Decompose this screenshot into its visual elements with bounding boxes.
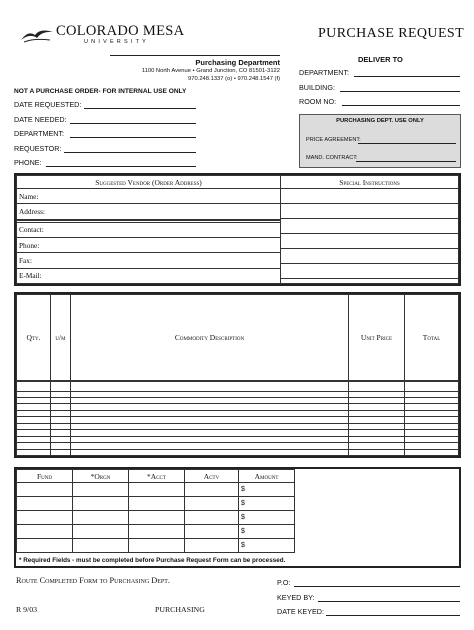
account-row[interactable]	[17, 525, 459, 539]
account-row[interactable]	[17, 511, 459, 525]
department-input[interactable]	[70, 137, 196, 138]
um-cell[interactable]	[51, 381, 71, 391]
field-label: DATE NEEDED:	[14, 115, 67, 124]
unit-price-cell[interactable]	[349, 381, 405, 391]
acct-header: *Acct	[129, 470, 185, 483]
total-cell[interactable]	[405, 449, 459, 455]
required-fields-note: * Required Fields - must be completed before Purchase Request Form can be processed.	[19, 557, 286, 564]
date-keyed-input[interactable]	[326, 615, 460, 616]
actv-cell[interactable]	[185, 511, 239, 525]
item-row[interactable]	[17, 381, 459, 391]
um-cell[interactable]	[51, 449, 71, 455]
field-label: DATE KEYED:	[277, 607, 324, 616]
mountain-logo-icon	[20, 26, 54, 44]
acct-cell[interactable]	[129, 483, 185, 497]
total-header: Total	[405, 295, 459, 382]
fund-cell[interactable]	[17, 497, 73, 511]
vendor-phone-input[interactable]	[71, 237, 281, 252]
actv-cell[interactable]	[185, 497, 239, 511]
account-row[interactable]	[17, 497, 459, 511]
currency-symbol: $	[241, 514, 245, 521]
currency-symbol: $	[241, 486, 245, 493]
vendor-fax-label: Fax:	[17, 253, 71, 268]
account-spacer	[295, 539, 459, 553]
date-needed-input[interactable]	[70, 123, 196, 124]
currency-symbol: $	[241, 528, 245, 535]
field-label: DEPARTMENT:	[14, 129, 65, 138]
actv-cell[interactable]	[185, 483, 239, 497]
orgn-cell[interactable]	[73, 539, 129, 553]
mand-contract-label: MAND. CONTRACT:	[306, 155, 358, 161]
account-row[interactable]	[17, 483, 459, 497]
vendor-email-label: E-Mail:	[17, 268, 71, 283]
orgn-cell[interactable]	[73, 483, 129, 497]
vendor-fax-input[interactable]	[71, 253, 281, 268]
vendor-email-input[interactable]	[71, 268, 281, 283]
vendor-phone-label: Phone:	[17, 237, 71, 252]
requestor-input[interactable]	[64, 152, 196, 153]
field-label: BUILDING:	[299, 83, 335, 92]
university-logo	[20, 22, 190, 48]
date-requested-input[interactable]	[84, 108, 196, 109]
form-title: PURCHASE REQUEST	[318, 26, 465, 41]
account-row[interactable]	[17, 539, 459, 553]
actv-header: Actv	[185, 470, 239, 483]
amount-header: Amount	[239, 470, 295, 483]
total-cell[interactable]	[405, 381, 459, 391]
actv-cell[interactable]	[185, 525, 239, 539]
vendor-heading: Suggested Vendor (Order Address)	[17, 176, 281, 189]
description-cell[interactable]	[71, 449, 349, 455]
currency-symbol: $	[241, 542, 245, 549]
mand-contract-input[interactable]	[356, 161, 456, 162]
field-label: REQUESTOR:	[14, 144, 62, 153]
special-instructions-heading: Special Instructions	[281, 176, 459, 189]
vendor-name-label: Name:	[17, 189, 71, 204]
fund-cell[interactable]	[17, 511, 73, 525]
accounts-blank-header	[295, 470, 459, 483]
field-label: PHONE:	[14, 158, 42, 167]
fund-cell[interactable]	[17, 483, 73, 497]
description-cell[interactable]	[71, 381, 349, 391]
amount-cell[interactable]	[239, 525, 295, 539]
acct-cell[interactable]	[129, 511, 185, 525]
field-label: KEYED BY:	[277, 593, 315, 602]
qty-header: Qty.	[17, 295, 51, 382]
price-agreement-label: PRICE AGREEMENT:	[306, 137, 361, 143]
unit-price-cell[interactable]	[349, 449, 405, 455]
special-instructions-area[interactable]	[281, 189, 459, 284]
po-input[interactable]	[294, 586, 460, 587]
field-label: P.O:	[277, 578, 291, 587]
purchasing-use-title: PURCHASING DEPT. USE ONLY	[336, 118, 424, 124]
dept-phone: 970.248.1337 (o) • 970.248.1547 (f)	[188, 76, 280, 82]
deliver-building-input[interactable]	[340, 91, 460, 92]
items-section	[14, 292, 461, 458]
unit-price-header: Unit Price	[349, 295, 405, 382]
dept-name: Purchasing Department	[195, 58, 280, 67]
vendor-contact-label: Contact:	[17, 222, 71, 237]
fund-cell[interactable]	[17, 539, 73, 553]
purchasing-label: PURCHASING	[155, 605, 205, 614]
orgn-cell[interactable]	[73, 497, 129, 511]
amount-cell[interactable]	[239, 511, 295, 525]
actv-cell[interactable]	[185, 539, 239, 553]
amount-cell[interactable]	[239, 539, 295, 553]
acct-cell[interactable]	[129, 539, 185, 553]
acct-cell[interactable]	[129, 497, 185, 511]
vendor-table	[16, 175, 459, 284]
accounts-table	[16, 469, 459, 553]
field-label: DATE REQUESTED:	[14, 100, 82, 109]
orgn-header: *Orgn	[73, 470, 129, 483]
qty-cell[interactable]	[17, 381, 51, 391]
deliver-room-input[interactable]	[342, 105, 460, 106]
phone-input[interactable]	[46, 166, 196, 167]
deliver-to-title: DELIVER TO	[358, 55, 403, 64]
field-label: DEPARTMENT:	[299, 68, 350, 77]
route-instruction: Route Completed Form to Purchasing Dept.	[16, 576, 170, 585]
amount-cell[interactable]	[239, 483, 295, 497]
account-spacer	[295, 483, 459, 497]
account-spacer	[295, 497, 459, 511]
qty-cell[interactable]	[17, 449, 51, 455]
item-row[interactable]	[17, 449, 459, 455]
vendor-name-input[interactable]	[71, 189, 281, 204]
internal-use-notice: NOT A PURCHASE ORDER- FOR INTERNAL USE ONLY	[14, 88, 187, 95]
orgn-cell[interactable]	[73, 511, 129, 525]
purchasing-use-box	[299, 114, 461, 168]
account-spacer	[295, 511, 459, 525]
acct-cell[interactable]	[129, 525, 185, 539]
vendor-section	[14, 173, 461, 286]
field-label: ROOM NO:	[299, 97, 337, 106]
items-table	[16, 294, 459, 456]
vendor-address-label: Address:	[17, 204, 71, 219]
fund-header: Fund	[17, 470, 73, 483]
orgn-cell[interactable]	[73, 525, 129, 539]
accounts-section	[14, 467, 461, 568]
price-agreement-input[interactable]	[358, 143, 456, 144]
um-header: u/m	[51, 295, 71, 382]
description-header: Commodity Description	[71, 295, 349, 382]
logo-name: COLORADO MESA	[56, 23, 185, 39]
fund-cell[interactable]	[17, 525, 73, 539]
logo-subtitle: UNIVERSITY	[84, 39, 150, 45]
revision-code: R 9/03	[16, 605, 38, 614]
deliver-department-input[interactable]	[354, 76, 460, 77]
vendor-contact-input[interactable]	[71, 222, 281, 237]
amount-cell[interactable]	[239, 497, 295, 511]
vendor-address-input[interactable]	[71, 204, 281, 219]
currency-symbol: $	[241, 500, 245, 507]
keyed-by-input[interactable]	[318, 601, 460, 602]
dept-address: 1100 North Avenue • Grand Junction, CO 81501-3122	[141, 68, 280, 74]
account-spacer	[295, 525, 459, 539]
